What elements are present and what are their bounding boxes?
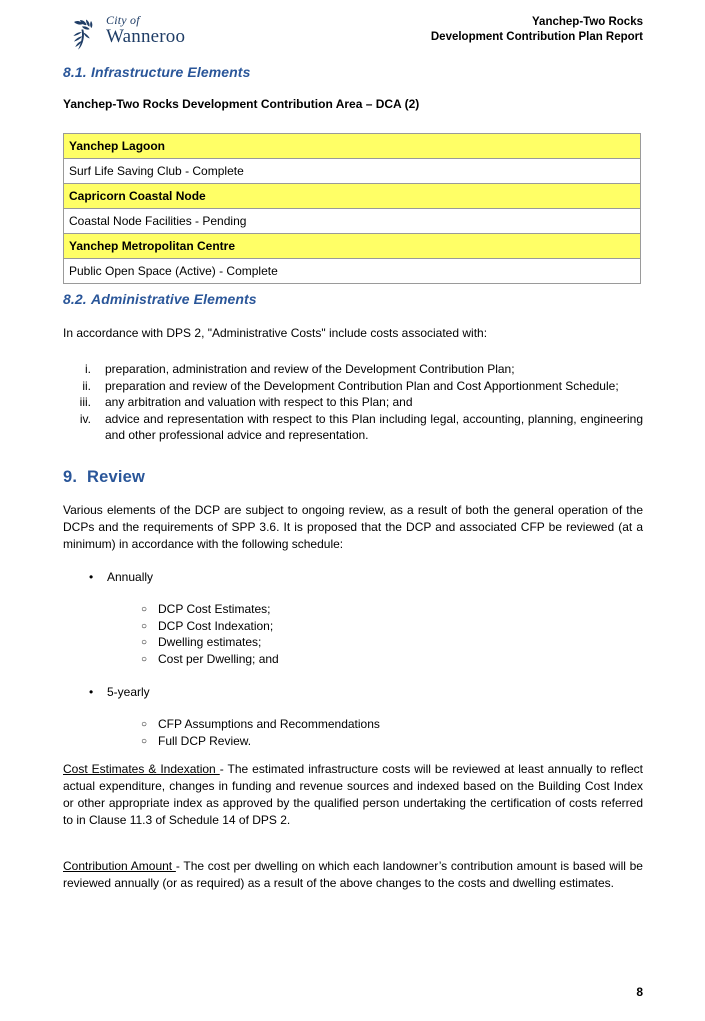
cost-estimates-indexation-paragraph	[63, 761, 643, 829]
list-marker: iii.	[79, 395, 91, 409]
list-item	[63, 684, 643, 701]
table-cell-category: Capricorn Coastal Node	[64, 184, 641, 209]
list-item	[63, 716, 643, 733]
table-row	[64, 234, 641, 259]
paragraph-body: - The cost per dwelling on which each landowner’s contribution amount is based will be reviewed annually (or as required) as a result of the above changes to the costs and dwelling estimates.	[63, 859, 643, 890]
list-item	[63, 618, 643, 635]
table-row	[64, 184, 641, 209]
list-item-text: Cost per Dwelling; and	[158, 651, 279, 666]
logo-line-wanneroo: Wanneroo	[106, 26, 186, 47]
table-row	[64, 209, 641, 234]
header-title-line-2: Development Contribution Plan Report	[430, 31, 643, 43]
table-row	[64, 159, 641, 184]
table-cell-item: Public Open Space (Active) - Complete	[64, 259, 641, 284]
heading-8-1-number: 8.1.	[63, 64, 87, 80]
list-item-label: Annually	[107, 570, 154, 584]
list-item	[63, 569, 643, 586]
review-intro-paragraph: Various elements of the DCP are subject to ongoing review, as a result of both the general operation of the DCPs and the requirements of SPP 3.6. It is proposed that the DCP and associated CFP be reviewed (at a minimum) in accordance with the following schedule:	[63, 503, 643, 551]
list-item-text: any arbitration and valuation with respect to this Plan; and	[105, 395, 413, 409]
hollow-bullet-icon: ○	[141, 735, 148, 747]
review-schedule-annually	[63, 569, 643, 667]
kangaroo-paw-flower-icon	[70, 17, 104, 51]
list-marker: i.	[85, 362, 91, 376]
list-item-text: CFP Assumptions and Recommendations	[158, 717, 380, 731]
list-item	[63, 601, 643, 618]
contribution-amount-paragraph	[63, 858, 643, 892]
table-row	[64, 134, 641, 159]
list-item-text: DCP Cost Indexation;	[158, 618, 274, 633]
paragraph-body: - The estimated infrastructure costs will be reviewed at least annually to reflect actual expenditure, changes in funding and revenue sources and indexed based on the Building Cost Index or other appropriate index as approved by the qualified person undertaking the certification of costs referred to in Clause 11.3 of Schedule 14 of DPS 2.	[63, 762, 643, 827]
list-item-text: advice and representation with respect to this Plan including legal, accounting, planning, engineering and other professional advice and representation.	[105, 411, 643, 442]
list-item-text: preparation and review of the Development Contribution Plan and Cost Apportionment Schedule;	[105, 378, 619, 393]
list-item-label: 5-yearly	[107, 685, 150, 699]
list-item	[63, 394, 643, 411]
hollow-bullet-icon: ○	[141, 719, 148, 730]
header-title-line-1: Yanchep-Two Rocks	[532, 16, 643, 28]
logo-wordmark	[106, 14, 185, 46]
table-cell-category: Yanchep Lagoon	[64, 134, 641, 159]
header-document-title	[431, 15, 643, 45]
logo-line-city-of: City of	[106, 13, 140, 27]
list-item	[63, 733, 643, 750]
list-item	[63, 411, 643, 444]
heading-9-review	[63, 468, 145, 487]
paragraph-lead-in: Cost Estimates & Indexation	[63, 762, 220, 776]
document-header	[62, 12, 643, 56]
hollow-bullet-icon: ○	[141, 653, 148, 665]
city-of-wanneroo-logo	[70, 14, 240, 56]
hollow-bullet-icon: ○	[141, 637, 148, 648]
list-item	[63, 634, 643, 651]
heading-8-1-infrastructure-elements	[63, 64, 250, 80]
list-item-text: preparation, administration and review of the Development Contribution Plan;	[105, 362, 515, 376]
table-cell-item: Surf Life Saving Club - Complete	[64, 159, 641, 184]
list-marker: iv.	[79, 411, 91, 426]
heading-8-2-administrative-elements	[63, 291, 257, 307]
bullet-icon: •	[89, 570, 94, 584]
infrastructure-elements-table	[63, 133, 641, 284]
list-item-text: Dwelling estimates;	[158, 635, 262, 649]
hollow-bullet-icon: ○	[141, 620, 148, 632]
list-item-text: Full DCP Review.	[158, 733, 252, 748]
review-schedule-5-yearly	[63, 684, 643, 749]
heading-8-2-number: 8.2.	[63, 291, 87, 307]
administrative-costs-list	[63, 361, 643, 444]
heading-9-text: Review	[87, 468, 146, 486]
hollow-bullet-icon: ○	[141, 604, 148, 615]
table-cell-category: Yanchep Metropolitan Centre	[64, 234, 641, 259]
list-marker: ii.	[82, 378, 91, 393]
list-item	[63, 361, 643, 378]
heading-8-1-text: Infrastructure Elements	[91, 64, 251, 80]
list-item	[63, 378, 643, 395]
bullet-icon: •	[89, 685, 94, 699]
heading-8-2-text: Administrative Elements	[91, 291, 257, 307]
dca-subheading: Yanchep-Two Rocks Development Contribution Area – DCA (2)	[63, 97, 420, 111]
heading-9-number: 9.	[63, 468, 78, 486]
table-cell-item: Coastal Node Facilities - Pending	[64, 209, 641, 234]
list-item-text: DCP Cost Estimates;	[158, 602, 271, 616]
page-number: 8	[636, 985, 643, 999]
table-row	[64, 259, 641, 284]
list-item	[63, 651, 643, 668]
administrative-costs-intro: In accordance with DPS 2, "Administrative Costs" include costs associated with:	[63, 326, 488, 340]
paragraph-lead-in: Contribution Amount	[63, 859, 176, 873]
